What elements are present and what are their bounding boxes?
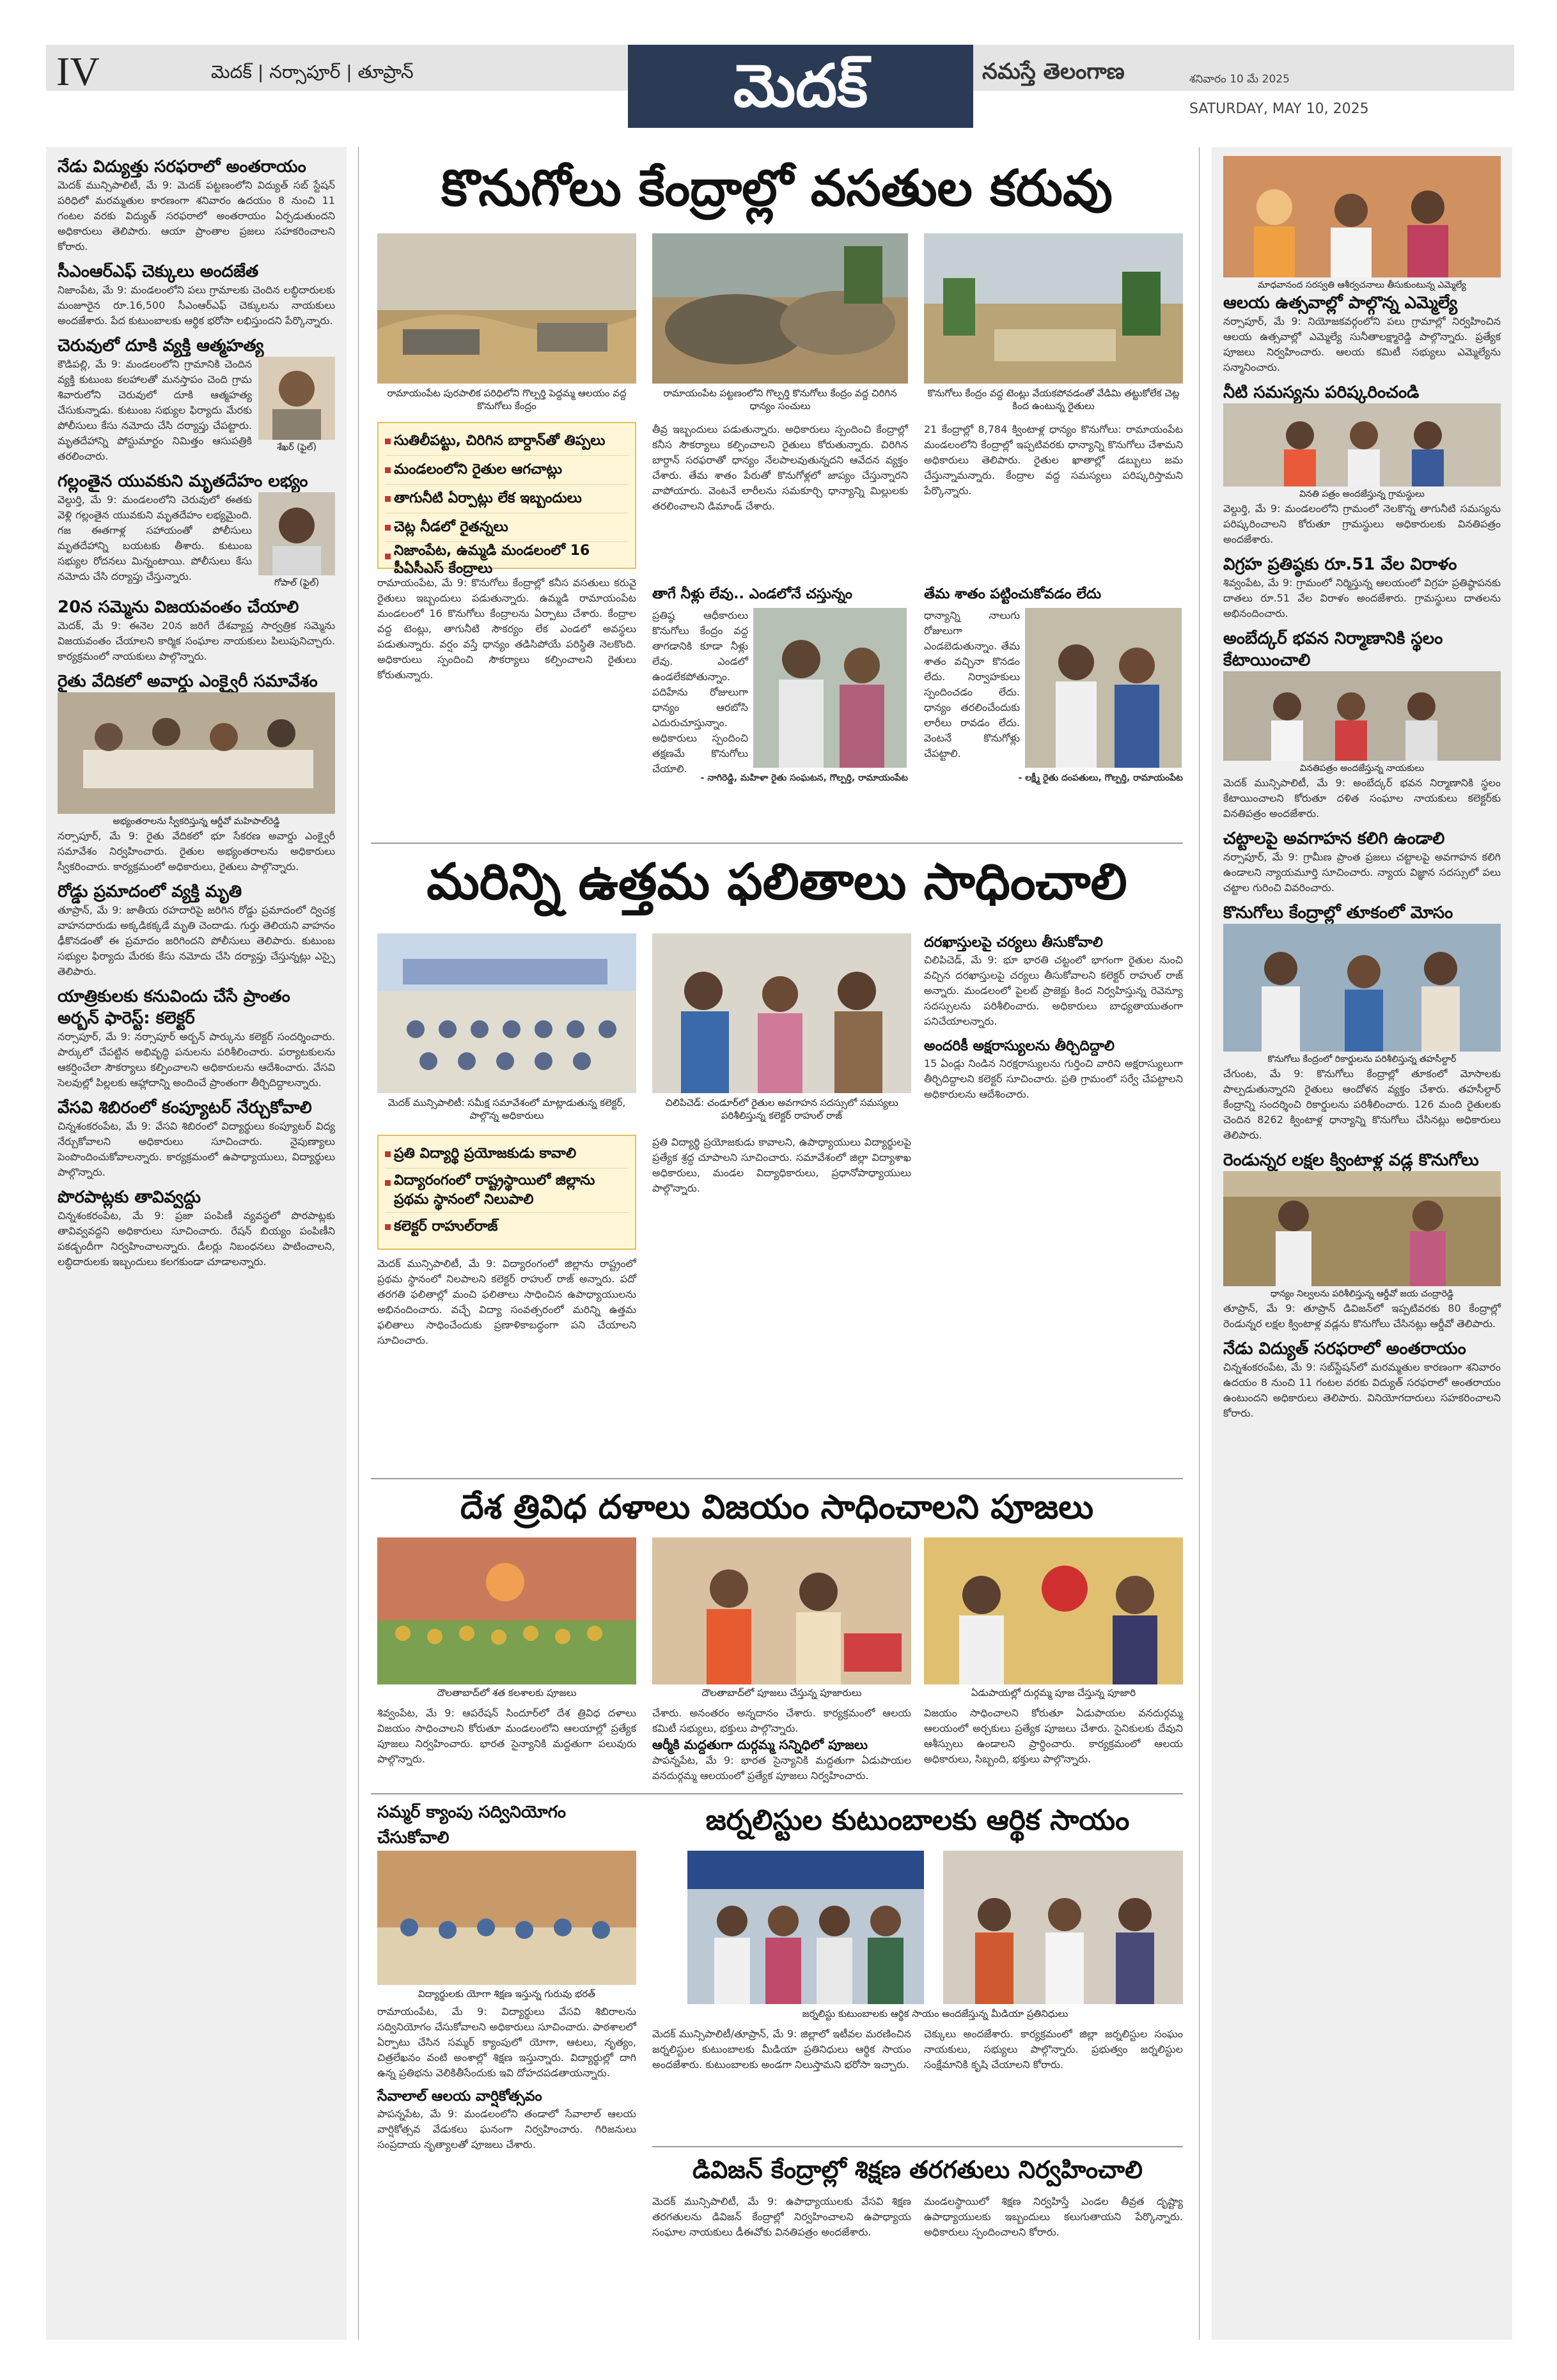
left-article <box>58 156 335 254</box>
story3-caption-2: దౌలతాబాద్‌లో పూజలు చేస్తున్న పూజారులు <box>701 1687 862 1699</box>
article-headline: రెండున్నర లక్షల క్వింటాళ్ల వడ్ల కొనుగోలు <box>1223 1151 1479 1170</box>
story5-body-2: చెక్కులు అందజేశారు. కార్యక్రమంలో జిల్లా జర్నలిస్టుల సంఘం నాయకులు, సభ్యులు పాల్గొన్నారు. ప్రభుత్వం జర్నలిస్టుల సంక్షేమానికి కృషి చేయాలని కోరారు. <box>924 2028 1183 2071</box>
sidebar-byline: - నాగిరెడ్డి, మహిళా రైతు సంఘటన, గొల్పర్తి, రామాయంపేట <box>700 773 908 783</box>
sidebar-body: ధాన్యాన్ని నాలుగు రోజులుగా ఎండబెడుతున్నాం. తేమ శాతం వచ్చినా కొనడం లేదు. నిర్వాహకులు స్పందించడం లేదు. ధాన్యం తరలించేందుకు లారీలు రావడం లేదు. వెంటనే కొనుగోళ్లు చేపట్టాలి. <box>924 609 1020 759</box>
left-column <box>46 147 347 2340</box>
photo-caption: వినతిపత్రం అందజేస్తున్న నాయకులు <box>1299 763 1425 774</box>
article-headline: గల్లంతైన యువకుని మృతదేహం లభ్యం <box>58 472 308 491</box>
story3-body-2: చేశారు. అనంతరం అన్నదానం చేశారు. కార్యక్రమంలో ఆలయ కమిటీ సభ్యులు, భక్తులు పాల్గొన్నారు. <box>652 1707 911 1734</box>
article-headline: కొనుగోలు కేంద్రాల్లో తూకంలో మోసం <box>1223 903 1453 922</box>
article-body: చేగుంట, మే 9: కొనుగోలు కేంద్రాల్లో తూకంలో మోసాలకు పాల్పడుతున్నారని రైతులు ఆందోళన వ్యక్తం చేశారు. తహసీల్దార్ కేంద్రాన్ని సందర్శించి రికార్డులను పరిశీలించారు. 126 మంది రైతులకు చెందిన 8262 క్వింటాళ్ల ధాన్యాన్ని కొనుగోలు చేసినట్లు అధికారులు తెలిపారు. <box>1223 1068 1501 1141</box>
story5-body-1: మెదక్ మున్సిపాలిటీ/తూప్రాన్, మే 9: జిల్లాలో ఇటీవల మరణించిన జర్నలిస్టుల కుటుంబాలకు మీడియా ప్రతినిధులు ఆర్థిక సాయం అందజేశారు. కుటుంబాలకు అండగా నిలుస్తామని భరోసా ఇచ్చారు. <box>652 2028 911 2071</box>
story1-body-1: రామాయంపేట, మే 9: కొనుగోలు కేంద్రాల్లో కనీస వసతులు కరువై రైతులు ఇబ్బందులు పడుతున్నారు. ఉమ్మడి రామాయంపేట మండలంలో 16 కొనుగోలు కేంద్రాలను ఏర్పాటు చేశారు. కేంద్రాల వద్ద టెంట్లు, తాగునీటి సౌకర్యం లేక ఎండలో అవస్థలు పడుతున్నారు. వర్షం వస్తే ధాన్యం తడిసిపోయే పరిస్థితి నెలకొంది. అధికారులు స్పందించి సౌకర్యాలు కల్పించాలని రైతులు కోరుతున్నారు. <box>377 577 636 681</box>
article-body: వెల్దుర్తి, మే 9: మండలంలోని గ్రామంలో నెలకొన్న తాగునీటి సమస్యను పరిష్కరించాలని కోరుతూ గ్రామస్థులు అధికారులకు వినతిపత్రం అందజేశారు. <box>1223 502 1501 545</box>
story3-column-2 <box>652 1706 911 1789</box>
story1-headline: కొనుగోలు కేంద్రాల్లో వసతుల కరువు <box>441 160 1113 217</box>
news-photo <box>58 692 335 814</box>
portrait-photo <box>258 357 335 440</box>
story4-caption: విద్యార్థులకు యోగా శిక్షణ ఇస్తున్న గురువు భరత్ <box>418 1988 595 2000</box>
left-article <box>58 881 335 979</box>
divider <box>371 1478 1183 1479</box>
story4 <box>377 1800 636 2337</box>
sub-body: పాపన్నపేట, మే 9: భారత సైన్యానికి మద్దతుగా ఏడుపాయల వనదుర్గమ్మ ఆలయంలో ప్రత్యేక పూజలు నిర్వహించారు. <box>652 1754 911 1782</box>
article-headline: యాత్రికులకు కనువిందు చేసే ప్రాంతం అర్బన్ ఫారెస్ట్: కలెక్టర్ <box>58 987 290 1028</box>
date-telugu: శనివారం 10 మే 2025 <box>1189 73 1290 86</box>
photo-caption: గోపాల్ (ఫైల్) <box>274 578 320 588</box>
story2-column-3 <box>924 933 1183 1477</box>
highlight-item: నిజాంపేట, ఉమ్మడి మండలంలో 16 పీఏసీఎస్ కేంద్రాలు <box>385 542 629 578</box>
column-rule <box>1199 147 1200 2340</box>
photo-caption: అభ్యంతరాలను స్వీకరిస్తున్న ఆర్డీవో మహిపాల్‌రెడ్డి <box>113 816 280 827</box>
article-headline: పొరపాట్లకు తావివ్వద్దు <box>58 1188 201 1207</box>
article-headline: వేసవి శిబిరంలో కంప్యూటర్ నేర్చుకోవాలి <box>58 1098 312 1117</box>
highlight-item: ప్రతి విద్యార్థి ప్రయోజకుడు కావాలి <box>385 1140 629 1169</box>
story1-sidebar-2 <box>924 585 1183 841</box>
article-body: నిజాంపేట, మే 9: మండలంలోని పలు గ్రామాలకు చెందిన లబ్ధిదారులకు మంజూరైన రూ.16,500 సీఎంఆర్ఎఫ్ చెక్కులను నాయకులు అందజేశారు. పేద కుటుంబాలకు ఆర్థిక భరోసా లభిస్తుందని పేర్కొన్నారు. <box>58 284 335 327</box>
article-body: నర్సాపూర్, మే 9: రైతు వేదికలో భూ సేకరణ అవార్డు ఎంక్వైరీ సమావేశం నిర్వహించారు. రైతుల అభ్యంతరాలను అధికారులు స్వీకరించారు. కార్యక్రమంలో అధికారులు, రైతులు పాల్గొన్నారు. <box>58 830 335 873</box>
story1-sidebar-1 <box>652 585 908 841</box>
story5-caption: జర్నలిస్టు కుటుంబాలకు ఆర్థిక సాయం అందజేస్తున్న మీడియా ప్రతినిధులు <box>802 2008 1068 2019</box>
photo-block <box>258 492 335 590</box>
highlight-item: చెట్ల నీడలో రైతన్నలు <box>385 513 629 542</box>
story2-caption-2: చిలిపిచెడ్: చండూర్‌లో రైతుల అవగాహన సదస్సులో సమస్యలు పరిశీలిస్తున్న కలెక్టర్ రాహుల్ రాజ్ <box>665 1097 898 1121</box>
article-headline: చెరువులో దూకి వ్యక్తి ఆత్మహత్య <box>58 336 264 355</box>
sub-headline: అందరికీ అక్షరాస్యులను తీర్చిదిద్దాలి <box>924 1038 1115 1054</box>
story2-photo-2 <box>652 933 911 1093</box>
story1-highlights <box>377 422 636 577</box>
story1-photo-1 <box>377 233 636 384</box>
article-headline: నీటి సమస్యను పరిష్కరించండి <box>1223 383 1420 402</box>
story2-photo-1 <box>377 933 636 1093</box>
article-body: చిన్నశంకరంపేట, మే 9: ప్రజా పంపిణీ వ్యవస్థలో పొరపాట్లకు తావివ్వవద్దని అధికారులు సూచించారు. రేషన్ బియ్యం పంపిణీని పకడ్బందీగా నిర్వహించాలన్నారు. డీలర్లు నిబంధనలు పాటించాలని, లబ్ధిదారులకు ఇబ్బందులు కలగకుండా చూడాలన్నారు. <box>58 1209 335 1268</box>
article-body: నర్సాపూర్, మే 9: నర్సాపూర్ అర్బన్ పార్కును కలెక్టర్ సందర్శించారు. పార్కులో చేపట్టిన అభివృద్ధి పనులను పరిశీలించారు. పర్యాటకులను ఆకర్షించేలా సౌకర్యాలు కల్పించాలని అధికారులను ఆదేశించారు. వేసవి సెలవుల్లో పిల్లలకు ఆహ్లాదాన్ని అందించే ప్రాంతంగా తీర్చిదిద్దాలన్నారు. <box>58 1031 335 1089</box>
portrait-photo <box>258 492 335 575</box>
photo-caption: వినతి పత్రం అందజేస్తున్న గ్రామస్థులు <box>1299 489 1425 499</box>
paper-name: నమస్తే తెలంగాణ <box>982 59 1125 84</box>
story2-highlights <box>377 1135 636 1250</box>
story3-caption-3: ఏడుపాయల్లో దుర్గమ్మ పూజ చేస్తున్న పూజారి <box>971 1687 1136 1699</box>
column-rule <box>358 147 359 2340</box>
left-article <box>58 596 335 664</box>
article-body: వెల్దుర్తి, మే 9: మండలంలోని చెరువులో ఈతకు వెళ్లి గల్లంతైన యువకుని మృతదేహం లభ్యమైంది. గజ ఈతగాళ్ల సహాయంతో పోలీసులు మృతదేహాన్ని బయటకు తీశారు. కుటుంబ సభ్యుల రోదనలు మిన్నంటాయి. పోలీసులు కేసు నమోదు చేసి దర్యాప్తు చేస్తున్నారు. <box>58 494 252 582</box>
left-article <box>58 1186 335 1270</box>
left-article <box>58 986 335 1091</box>
article-headline: సీఎంఆర్ఎఫ్ చెక్కులు అందజేత <box>58 262 259 281</box>
article-body: చిన్నశంకరంపేట, మే 9: సబ్‌స్టేషన్‌లో మరమ్మతుల కారణంగా శనివారం ఉదయం 8 నుంచి 11 గంటల వరకు విద్యుత్ సరఫరాలో అంతరాయం ఉంటుందని అధికారులు తెలిపారు. వినియోగదారులు సహకరించాలని కోరారు. <box>1223 1361 1501 1419</box>
photo-caption: ధాన్యం నిల్వలను పరిశీలిస్తున్న ఆర్డీవో జయ చంద్రారెడ్డి <box>1270 1289 1454 1299</box>
article-headline: విగ్రహ ప్రతిష్ఠకు రూ.51 వేల విరాళం <box>1223 555 1457 574</box>
divider <box>652 2146 1183 2147</box>
news-photo <box>1223 1171 1501 1286</box>
breadcrumb: మెదక్ | నర్సాపూర్ | తూప్రాన్ <box>211 61 414 82</box>
story5-photo-2 <box>943 1851 1183 2004</box>
article-headline: 20న సమ్మెను విజయవంతం చేయాలి <box>58 598 299 617</box>
right-column <box>1212 147 1512 2340</box>
story3-photo-1 <box>377 1537 636 1684</box>
story1-photo-3 <box>924 233 1183 384</box>
sub-headline: ఆర్మీకి మద్దతుగా దుర్గమ్మ సన్నిధిలో పూజలు <box>652 1737 868 1752</box>
sidebar-body: ప్రతిష్ఠ ఆధీకారులు కొనుగోలు కేంద్రం వద్ద తాగడానికి కూడా నీళ్లు లేవు. ఎండలో ఉండలేకపోతున్నాం. పదిహేను రోజులుగా ధాన్యం ఆరబోసి ఎదురుచూస్తున్నాం. అధికారులు స్పందించి తక్షణమే కొనుగోలు చేయాలి. <box>652 609 748 775</box>
story3-photo-2 <box>652 1537 911 1684</box>
article-body: చిన్నశంకరంపేట, మే 9: వేసవి శిబిరంలో విద్యార్థులు కంప్యూటర్ విద్య నేర్చుకోవాలని అధికారులు సూచించారు. నైపుణ్యాలు పెంపొందించుకోవాలన్నారు. కార్యక్రమంలో ఉపాధ్యాయులు, విద్యార్థులు పాల్గొన్నారు. <box>58 1120 335 1178</box>
story1-caption-2: రామాయంపేట పట్టణంలోని గొల్పర్తి కొనుగోలు కేంద్రం వద్ద చిరిగిన ధాన్యం సంచులు <box>663 387 897 412</box>
story1-photo-2 <box>652 233 908 384</box>
article-headline: రోడ్డు ప్రమాదంలో వ్యక్తి మృతి <box>58 882 242 901</box>
article-headline: ఆలయ ఉత్సవాల్లో పాల్గొన్న ఎమ్మెల్యే <box>1223 293 1458 313</box>
sub-body: పాపన్నపేట, మే 9: మండలంలోని తండాలో సేవాలాల్ ఆలయ వార్షికోత్సవ వేడుకలు ఘనంగా నిర్వహించారు. గిరిజనులు సంప్రదాయ నృత్యాలతో పూజలు చేశారు. <box>377 2108 636 2151</box>
story1-body-2: తీవ్ర ఇబ్బందులు పడుతున్నారు. అధికారులు స్పందించి కేంద్రాల్లో కనీస సౌకర్యాలు కల్పించాలని రైతులు కోరుతున్నారు. చిరిగిన బార్దాన్ సరఫరాతో ధాన్యం నేలపాలవుతున్నదని ఆవేదన వ్యక్తం చేశారు. తేమ శాతం పేరుతో కొనుగోళ్లలో జాప్యం చేస్తున్నారని వాపోయారు. వెంటనే లారీలను సమకూర్చి ధాన్యాన్ని మిల్లులకు తరలించాలని డిమాండ్ చేశారు. <box>652 423 908 512</box>
article-body: నర్సాపూర్, మే 9: నియోజకవర్గంలోని పలు గ్రామాల్లో నిర్వహించిన ఆలయ ఉత్సవాల్లో ఎమ్మెల్యే సునీతాలక్ష్మారెడ్డి పాల్గొన్నారు. ప్రత్యేక పూజలు నిర్వహించారు. ఆలయ కమిటీ సభ్యులు ఎమ్మెల్యేను సన్మానించారు. <box>1223 315 1501 373</box>
page-number: IV <box>56 49 100 94</box>
yoga-photo <box>377 1851 636 1985</box>
article-body: మెదక్ మున్సిపాలిటీ, మే 9: అంబేద్కర్ భవన నిర్మాణానికి స్థలం కేటాయించాలని కోరుతూ దళిత సంఘాల నాయకులు కలెక్టర్‌కు వినతిపత్రం అందజేశారు. <box>1223 777 1501 820</box>
story6-body-1: మెదక్ మున్సిపాలిటీ, మే 9: ఉపాధ్యాయులకు వేసవి శిక్షణ తరగతులను డివిజన్ కేంద్రాల్లో నిర్వహించాలని ఉపాధ్యాయ సంఘాల నాయకులు డీఈవోకు వినతిపత్రం అందజేశారు. <box>652 2195 911 2238</box>
article-body: తూప్రాన్, మే 9: జాతీయ రహదారిపై జరిగిన రోడ్డు ప్రమాదంలో ద్విచక్ర వాహనదారుడు అక్కడికక్కడే మృతి చెందాడు. గుర్తు తెలియని వాహనం ఢీకొనడంతో ఈ ప్రమాదం జరిగిందని పోలీసులు తెలిపారు. కుటుంబ సభ్యుల ఫిర్యాదు మేరకు కేసు నమోదు చేసి దర్యాప్తు చేస్తున్నట్లు ఎస్సై తెలిపారు. <box>58 904 335 977</box>
highlight-item: సుతిలీపట్టు, చిరిగిన బార్దాన్‌తో తిప్పలు <box>385 427 629 456</box>
sidebar-byline: - లక్ష్మీ రైతు దంపతులు, గొల్పర్తి, రామాయంపేట <box>1018 773 1183 783</box>
sidebar-headline: తేమ శాతం పట్టించుకోవడం లేదు <box>924 586 1102 602</box>
left-article <box>58 671 335 875</box>
news-photo <box>1223 671 1501 761</box>
news-photo <box>1223 924 1501 1052</box>
story3-photo-3 <box>924 1537 1183 1684</box>
article-body: మెదక్, మే 9: ఈనెల 20న జరిగే దేశవ్యాప్త సార్వత్రిక సమ్మెను విజయవంతం చేయాలని కార్మిక సంఘాల నాయకులు పిలుపునిచ్చారు. కార్యక్రమంలో నాయకులు పాల్గొన్నారు. <box>58 619 335 662</box>
left-article <box>58 261 335 329</box>
story2-body-1: మెదక్ మున్సిపాలిటీ, మే 9: విద్యారంగంలో జిల్లాను రాష్ట్రంలో ప్రథమ స్థానంలో నిలపాలని కలెక్టర్ రాహుల్ రాజ్ అన్నారు. పదో తరగతి ఫలితాల్లో మంచి ఫలితాలు సాధించిన ఉపాధ్యాయులను అభినందించారు. వచ్చే విద్యా సంవత్సరంలో మరిన్ని ఉత్తమ ఫలితాలు సాధించేందుకు ప్రణాళికాబద్ధంగా పని చేయాలని సూచించారు. <box>377 1257 636 1346</box>
story1-body-3: 21 కేంద్రాల్లో 8,784 క్వింటాళ్ల ధాన్యం కొనుగోలు: రామాయంపేట మండలంలోని కేంద్రాల్లో ఇప్పటివరకు ధాన్యాన్ని కొనుగోలు చేశామని అధికారులు తెలిపారు. రైతుల ఖాతాల్లో డబ్బులు జమ చేస్తున్నామన్నారు. కేంద్రాల వద్ద సమస్యలు పరిష్కరిస్తామని పేర్కొన్నారు. <box>924 423 1183 497</box>
photo-caption: మాధవానంద సరస్వతి ఆశీర్వచనాలు తీసుకుంటున్న ఎమ్మెల్యే <box>1258 280 1466 290</box>
article-body: తూప్రాన్, మే 9: తూప్రాన్ డివిజన్‌లో ఇప్పటివరకు 80 కేంద్రాల్లో రెండున్నర లక్షల క్వింటాళ్ల వడ్లను కొనుగోలు చేసినట్లు ఆర్డీవో తెలిపారు. <box>1223 1302 1501 1330</box>
story5-headline: జర్నలిస్టుల కుటుంబాలకు ఆర్థిక సాయం <box>705 1804 1130 1837</box>
story3-caption-1: దౌలతాబాద్‌లో శత కలశాలకు పూజలు <box>437 1687 577 1699</box>
story2-body-2: ప్రతి విద్యార్థి ప్రయోజకుడు కావాలని, ఉపాధ్యాయులు విద్యార్థులపై ప్రత్యేక శ్రద్ధ చూపాలని సూచించారు. సమావేశంలో జిల్లా విద్యాశాఖ అధికారులు, మండల విద్యాధికారులు, ప్రధానోపాధ్యాయులు పాల్గొన్నారు. <box>652 1136 911 1194</box>
left-article <box>58 335 335 464</box>
story1-caption-3: కొనుగోలు కేంద్రం వద్ద టెంట్లు వేయకపోవడంతో వేడిమి తట్టుకోలేక చెట్ల కింద ఉంటున్న రైతులు <box>927 387 1180 412</box>
photo-caption: శేఖర్ (ఫైల్) <box>277 442 317 453</box>
article-headline: చట్టాలపై అవగాహన కలిగి ఉండాలి <box>1223 829 1445 848</box>
story5-photo-1 <box>687 1851 924 2004</box>
article-headline: నేడు విద్యుత్ సరఫరాలో అంతరాయం <box>1223 1339 1466 1358</box>
left-article <box>58 471 335 590</box>
article-headline: రైతు వేదికలో అవార్డు ఎంక్వైరీ సమావేశం <box>58 672 318 691</box>
article-body: నర్సాపూర్, మే 9: గ్రామీణ ప్రాంత ప్రజలు చట్టాలపై అవగాహన కలిగి ఉండాలని న్యాయమూర్తి సూచించారు. న్యాయ విజ్ఞాన సదస్సులో పలు చట్టాల గురించి వివరించారు. <box>1223 851 1501 894</box>
article-body: కౌడిపల్లి, మే 9: మండలంలోని గ్రామానికి చెందిన వ్యక్తి కుటుంబ కలహాలతో మనస్తాపం చెంది గ్రామ శివారులోని చెరువులో దూకి ఆత్మహత్య చేసుకున్నాడు. కుటుంబ సభ్యుల ఫిర్యాదు మేరకు పోలీసులు కేసు నమోదు చేసి దర్యాప్తు చేపట్టారు. మృతదేహాన్ని పోస్టుమార్టం నిమిత్తం ఆసుపత్రికి తరలించారు. <box>58 358 252 462</box>
story6-body-2: మండలస్థాయిలో శిక్షణ నిర్వహిస్తే ఎండల తీవ్రత దృష్ట్యా ఉపాధ్యాయులకు ఇబ్బందులు కలుగుతాయని పేర్కొన్నారు. అధికారులు స్పందించాలని కోరారు. <box>924 2195 1183 2238</box>
story4-body: రామాయంపేట, మే 9: విద్యార్థులు వేసవి శిబిరాలను సద్వినియోగం చేసుకోవాలని అధికారులు సూచించారు. పాఠశాలలో ఏర్పాటు చేసిన సమ్మర్ క్యాంపులో యోగా, ఆటలు, నృత్యం, చిత్రలేఖనం వంటి అంశాల్లో శిక్షణ ఇస్తున్నారు. విద్యార్థుల్లో దాగి ఉన్న ప్రతిభను వెలికితీసేందుకు ఇవి దోహదపడతాయన్నారు. <box>377 2005 636 2079</box>
highlight-item: మండలంలోని రైతుల ఆగచాట్లు <box>385 456 629 485</box>
divider <box>371 1793 1183 1794</box>
story2-caption-1: మెదక్ మున్సిపాలిటీ: సమీక్ష సమావేశంలో మాట్లాడుతున్న కలెక్టర్, పాల్గొన్న అధికారులు <box>387 1097 626 1121</box>
article-headline: అంబేద్కర్ భవన నిర్మాణానికి స్థలం కేటాయించాలి <box>1223 629 1443 670</box>
photo-caption: కొనుగోలు కేంద్రంలో రికార్డులను పరిశీలిస్తున్న తహసీల్దార్ <box>1267 1054 1457 1064</box>
sub-body: 15 ఏండ్లు నిండిన నిరక్షరాస్యులను గుర్తించి వారిని అక్షరాస్యులుగా తీర్చిదిద్దాలని కలెక్టర్ సూచించారు. ప్రతి గ్రామంలో సర్వే చేపట్టాలని అధికారులను ఆదేశించారు. <box>924 1057 1183 1100</box>
sub-headline: సేవాలాల్ ఆలయ వార్షికోత్సవం <box>377 2088 542 2104</box>
story2-headline: మరిన్ని ఉత్తమ ఫలితాలు సాధించాలి <box>426 853 1127 911</box>
news-photo <box>1223 403 1501 486</box>
story1-caption-1: రామాయంపేట పురపాలిక పరిధిలోని గొల్పర్తి పెద్దమ్మ ఆలయం వద్ద కొనుగోలు కేంద్రం <box>387 387 627 412</box>
article-body: మెదక్ మున్సిపాలిటీ, మే 9: మెదక్ పట్టణంలోని విద్యుత్ సబ్ స్టేషన్ పరిధిలో మరమ్మతుల కారణంగా శనివారం ఉదయం 8 నుంచి 11 గంటల వరకు విద్యుత్ సరఫరాలో అంతరాయం ఏర్పడుతుందని అధికారులు తెలిపారు. ఆయా ప్రాంతాల ప్రజలు సహకరించాలని కోరారు. <box>58 179 335 253</box>
story3-body-3: విజయం సాధించాలని కోరుతూ ఏడుపాయల వనదుర్గమ్మ ఆలయంలో అర్చకులు ప్రత్యేక పూజలు చేశారు. సైనికులకు దేవుని ఆశీస్సులు ఉండాలని ప్రార్థించారు. కార్యక్రమంలో ఆలయ అధికారులు, సిబ్బంది, భక్తులు పాల్గొన్నారు. <box>924 1707 1183 1765</box>
news-photo <box>1223 156 1501 277</box>
sub-body: చిలిపిచెడ్, మే 9: భూ భారతి చట్టంలో భాగంగా రైతుల నుంచి వచ్చిన దరఖాస్తులపై చర్యలు తీసుకోవాలని కలెక్టర్ రాహుల్ రాజ్ అన్నారు. మండలంలో పైలట్ ప్రాజెక్టు కింద నిర్వహిస్తున్న రెవెన్యూ సదస్సులను పరిశీలించారు. అధికారులు బాధ్యతాయుతంగా పనిచేయాలన్నారు. <box>924 954 1183 1027</box>
farmers-photo <box>1025 608 1182 768</box>
left-article <box>58 1097 335 1180</box>
highlight-item: కలెక్టర్ రాహుల్‌రాజ్ <box>385 1213 629 1241</box>
story4-headline: సమ్మర్ క్యాంపు సద్వినియోగం చేసుకోవాలి <box>377 1803 567 1847</box>
photo-block <box>258 357 335 464</box>
article-headline: నేడు విద్యుత్తు సరఫరాలో అంతరాయం <box>58 157 306 176</box>
highlight-item: తాగునీటి ఏర్పాట్లు లేక ఇబ్బందులు <box>385 485 629 513</box>
article-body: శివ్వంపేట, మే 9: గ్రామంలో నిర్మిస్తున్న ఆలయంలో విగ్రహ ప్రతిష్ఠాపనకు దాతలు రూ.51 వేల విరాళం అందజేశారు. గ్రామస్థులు దాతలను అభినందించారు. <box>1223 577 1501 619</box>
divider <box>371 843 1183 844</box>
date-english: SATURDAY, MAY 10, 2025 <box>1189 101 1369 117</box>
story6-headline: డివిజన్ కేంద్రాల్లో శిక్షణ తరగతులు నిర్వహించాలి <box>692 2156 1143 2184</box>
section-title: మెదక్ <box>628 45 973 128</box>
farmers-photo <box>753 608 907 768</box>
story3-body-1: శివ్వంపేట, మే 9: ఆపరేషన్ సిందూర్‌లో దేశ త్రివిధ దళాలు విజయం సాధించాలని కోరుతూ మండలంలోని ఆలయాల్లో ప్రత్యేక పూజలు నిర్వహించారు. భారత సైన్యానికి మద్దతుగా పలువురు పాల్గొన్నారు. <box>377 1707 636 1765</box>
story3-headline: దేశ త్రివిధ దళాలు విజయం సాధించాలని పూజలు <box>460 1488 1094 1527</box>
sidebar-headline: తాగే నీళ్లు లేవు.. ఎండలోనే చస్తున్నం <box>652 586 852 602</box>
highlight-item: విద్యారంగంలో రాష్ట్రస్థాయిలో జిల్లాను ప్రథమ స్థానంలో నిలుపాలి <box>385 1169 629 1213</box>
sub-headline: దరఖాస్తులపై చర్యలు తీసుకోవాలి <box>924 935 1103 951</box>
